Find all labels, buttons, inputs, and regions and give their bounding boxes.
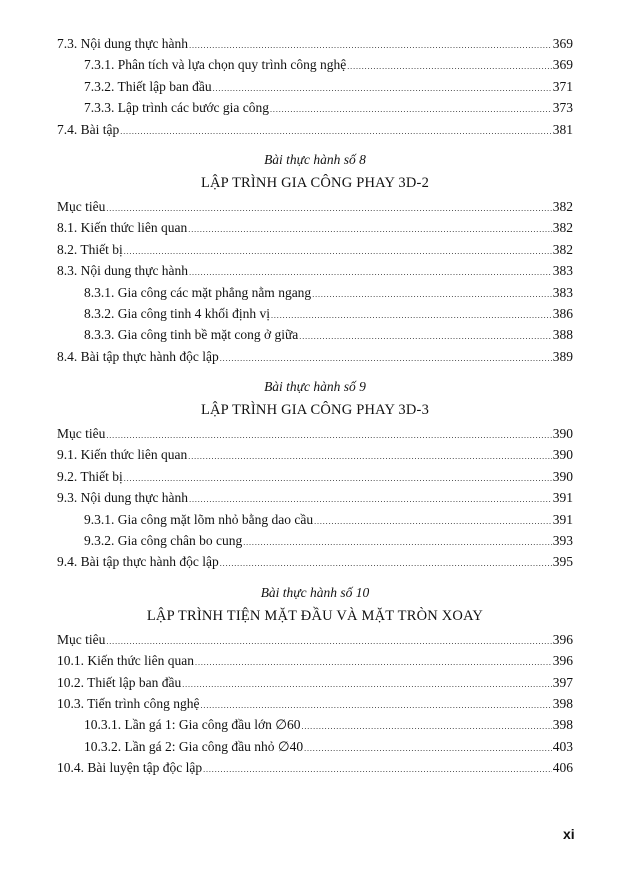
toc-entry[interactable]: [57, 260, 573, 281]
toc-entry-title: 7.3.2. Thiết lập ban đầu: [84, 78, 212, 94]
toc-entry[interactable]: [57, 324, 573, 345]
toc-entry-page: 396: [552, 631, 573, 647]
page-number: xi: [563, 826, 575, 842]
dot-leader: [304, 738, 552, 759]
toc-entry-title: Mục tiêu: [57, 631, 106, 647]
toc-entry-title: 10.4. Bài luyện tập độc lập: [57, 760, 203, 776]
toc-entry[interactable]: [57, 650, 573, 671]
dot-leader: [189, 35, 552, 56]
toc-entry[interactable]: [57, 551, 573, 572]
toc-entry[interactable]: [57, 239, 573, 260]
toc-entry[interactable]: [57, 444, 573, 465]
toc-entry-title: 8.3.1. Gia công các mặt phẳng nằm ngang: [84, 284, 312, 300]
toc-entry-page: 391: [552, 511, 573, 527]
dot-leader: [347, 56, 551, 77]
toc-entry[interactable]: [57, 693, 573, 714]
dot-leader: [188, 219, 551, 240]
toc-entry-page: 381: [552, 121, 573, 137]
toc-entry-title: 7.3. Nội dung thực hành: [57, 36, 189, 51]
toc-entry[interactable]: [57, 303, 573, 324]
toc-entry[interactable]: [57, 629, 573, 650]
section-heading: [57, 376, 573, 423]
toc-entry-page: 383: [552, 263, 573, 279]
dot-leader: [213, 78, 552, 99]
toc-entry-title: 7.4. Bài tập: [57, 121, 120, 137]
toc-entry-title: 9.2. Thiết bị: [57, 468, 123, 484]
toc-entry-title: 7.3.3. Lập trình các bước gia công: [84, 100, 270, 116]
toc-entry-title: 8.3. Nội dung thực hành: [57, 263, 189, 279]
toc-entry-page: 398: [552, 717, 573, 733]
toc-entry-page: 390: [552, 426, 573, 442]
toc-section: [57, 33, 573, 140]
toc-entry[interactable]: [57, 33, 573, 54]
section-title: LẬP TRÌNH TIỆN MẶT ĐẦU VÀ MẶT TRÒN XOAY: [146, 607, 484, 624]
dot-leader: [201, 695, 552, 716]
toc-entry[interactable]: [57, 76, 573, 97]
dot-leader: [106, 425, 551, 446]
section-subtitle: Bài thực hành số 10: [260, 584, 370, 600]
toc-entry-page: 373: [552, 100, 573, 116]
dot-leader: [195, 652, 552, 673]
toc-entry[interactable]: [57, 196, 573, 217]
section-title: LẬP TRÌNH GIA CÔNG PHAY 3D-2: [200, 174, 430, 191]
toc-entry-page: 369: [552, 57, 573, 73]
toc-entry-page: 382: [552, 198, 573, 214]
toc-entry-page: 383: [552, 284, 573, 300]
dot-leader: [106, 198, 551, 219]
dot-leader: [182, 674, 552, 695]
toc-entry[interactable]: [57, 217, 573, 238]
toc-entry-page: 406: [552, 760, 573, 776]
toc-entry[interactable]: [57, 97, 573, 118]
toc-entry[interactable]: [57, 736, 573, 757]
toc-entry-title: 8.1. Kiến thức liên quan: [57, 220, 188, 236]
dot-leader: [124, 468, 552, 489]
toc-entry-title: 7.3.1. Phân tích và lựa chọn quy trình công nghệ: [84, 57, 347, 73]
toc-entry-title: 9.4. Bài tập thực hành độc lập: [57, 554, 219, 570]
toc-entry-page: 390: [552, 447, 573, 463]
toc-entry[interactable]: [57, 530, 573, 551]
toc-entry[interactable]: [57, 714, 573, 735]
toc-entry[interactable]: [57, 672, 573, 693]
dot-leader: [220, 553, 552, 574]
toc-entry[interactable]: [57, 282, 573, 303]
toc-entry-title: 9.3.1. Gia công mặt lõm nhỏ bằng dao cầu: [84, 511, 314, 527]
dot-leader: [220, 348, 552, 369]
toc-entry-page: 388: [552, 327, 573, 343]
toc-entry-page: 393: [552, 533, 573, 549]
toc-entry-title: 8.3.3. Gia công tinh bề mặt cong ở giữa: [84, 327, 299, 343]
toc-entry-page: 397: [552, 674, 573, 690]
toc-entry[interactable]: [57, 119, 573, 140]
toc-entry-page: 382: [552, 241, 573, 257]
toc-entry-page: 396: [552, 653, 573, 669]
toc-entry[interactable]: [57, 509, 573, 530]
dot-leader: [270, 99, 552, 120]
dot-leader: [314, 511, 552, 532]
toc-entry-title: 8.2. Thiết bị: [57, 241, 123, 257]
toc-entry-page: 382: [552, 220, 573, 236]
toc-entry-title: 10.2. Thiết lập ban đầu: [57, 674, 182, 690]
dot-leader: [301, 716, 551, 737]
dot-leader: [299, 326, 551, 347]
toc-entry-page: 369: [552, 36, 573, 51]
toc-entry-page: 389: [552, 348, 573, 364]
toc-section: [57, 582, 573, 779]
section-subtitle: Bài thực hành số 9: [264, 379, 366, 395]
dot-leader: [312, 284, 552, 305]
toc-entry-page: 386: [552, 305, 573, 321]
toc-entry[interactable]: [57, 423, 573, 444]
section-subtitle: Bài thực hành số 8: [264, 151, 366, 167]
dot-leader: [189, 489, 552, 510]
dot-leader: [124, 241, 552, 262]
toc-entry-title: 8.3.2. Gia công tinh 4 khối định vị: [84, 305, 270, 321]
toc-entry-title: Mục tiêu: [57, 198, 106, 214]
dot-leader: [203, 759, 552, 780]
toc-entry-title: 9.1. Kiến thức liên quan: [57, 447, 188, 463]
toc-entry[interactable]: [57, 466, 573, 487]
toc-entry-page: 390: [552, 468, 573, 484]
dot-leader: [106, 631, 551, 652]
toc-entry-title: 8.4. Bài tập thực hành độc lập: [57, 348, 219, 364]
toc-entry-title: 9.3. Nội dung thực hành: [57, 490, 189, 506]
toc-section: [57, 149, 573, 367]
dot-leader: [188, 446, 551, 467]
dot-leader: [271, 305, 552, 326]
toc-section: [57, 376, 573, 573]
dot-leader: [189, 262, 552, 283]
dot-leader: [243, 532, 552, 553]
toc-entry-title: 10.3. Tiến trình công nghệ: [57, 695, 200, 711]
toc-entry-page: 371: [552, 78, 573, 94]
toc-entry-title: 10.3.2. Lần gá 2: Gia công đầu nhỏ ∅40: [84, 738, 304, 754]
toc-entry[interactable]: [57, 346, 573, 367]
toc-entry-page: 395: [552, 554, 573, 570]
toc-entry[interactable]: [57, 757, 573, 778]
toc-entry-title: 10.1. Kiến thức liên quan: [57, 653, 195, 669]
section-heading: [57, 582, 573, 629]
section-title: LẬP TRÌNH GIA CÔNG PHAY 3D-3: [200, 402, 430, 419]
toc-entry-page: 391: [552, 490, 573, 506]
toc-entry-title: 10.3.1. Lần gá 1: Gia công đầu lớn ∅60: [84, 717, 301, 733]
dot-leader: [120, 121, 552, 142]
table-of-contents: [57, 33, 573, 779]
toc-entry-title: 9.3.2. Gia công chân bo cung: [84, 533, 243, 549]
toc-entry-title: Mục tiêu: [57, 426, 106, 442]
toc-entry[interactable]: [57, 54, 573, 75]
toc-entry[interactable]: [57, 487, 573, 508]
section-heading: [57, 149, 573, 196]
toc-entry-page: 398: [552, 695, 573, 711]
toc-entry-page: 403: [552, 738, 573, 754]
